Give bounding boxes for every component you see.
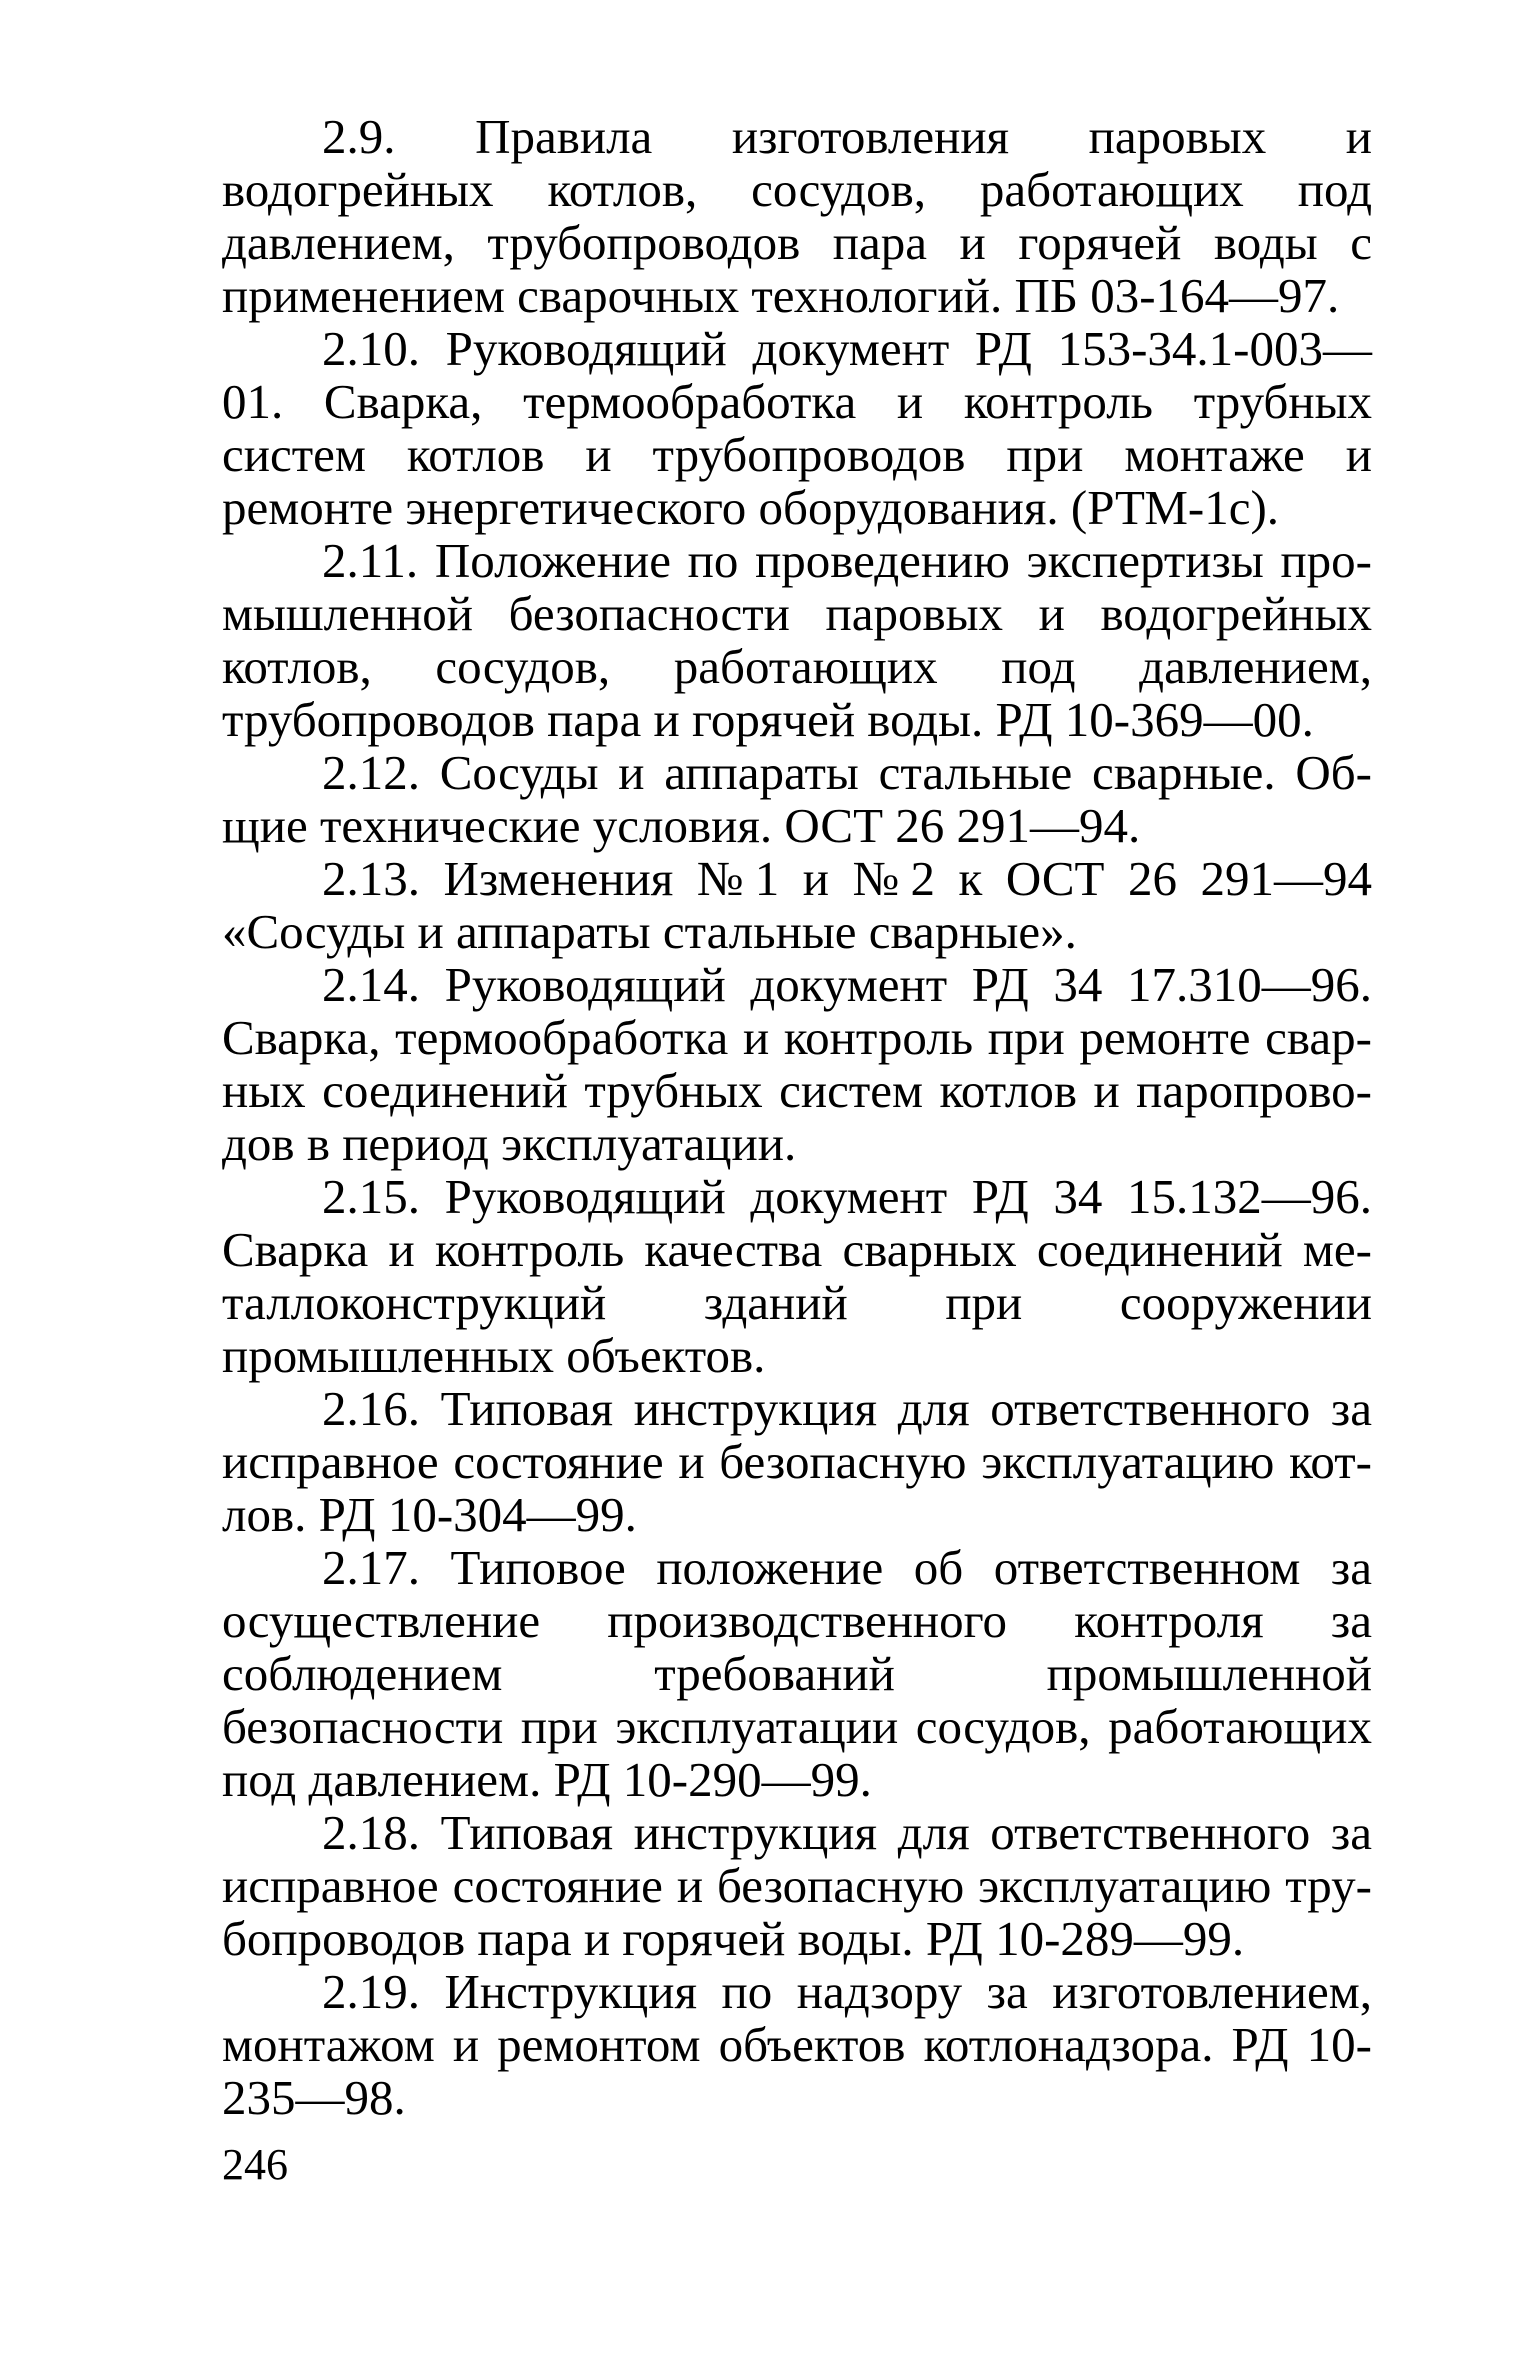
document-body xyxy=(222,110,1372,2124)
list-item-2-14: 2.14. Руководящий документ РД 34 17.310—96. Сварка, термообработка и контроль при ремонте сварных соединений трубных систем котлов и паропроводов в период эксплуатации. xyxy=(222,957,1372,1171)
list-item-2-12: 2.12. Сосуды и аппараты стальные сварные. Общие технические условия. ОСТ 26 291—94. xyxy=(222,745,1372,853)
list-item-2-17: 2.17. Типовое положение об ответственном за осуществление производственного контроля за соблюдением требований промышленной безопасности при эксплуатации сосудов, работающих под давлением. РД 10-290—99. xyxy=(222,1540,1372,1807)
list-item-2-19: 2.19. Инструкция по надзору за изготовлением, монтажом и ремонтом объектов котлонадзора. РД 10-235—98. xyxy=(222,1964,1372,2125)
list-item-2-16: 2.16. Типовая инструкция для ответственного за исправное состояние и безопасную эксплуатацию котлов. РД 10-304—99. xyxy=(222,1381,1372,1542)
list-item-2-11: 2.11. Положение по проведению экспертизы промышленной безопасности паровых и водогрейных котлов, сосудов, работающих под давлением, трубопроводов пара и горячей воды. РД 10-369—00. xyxy=(222,533,1372,747)
list-item-2-15: 2.15. Руководящий документ РД 34 15.132—96. Сварка и контроль качества сварных соединений металлоконструкций зданий при сооружении промышленных объектов. xyxy=(222,1169,1372,1383)
list-item-2-13: 2.13. Изменения №1 и №2 к ОСТ 26 291—94 «Сосуды и аппараты стальные сварные». xyxy=(222,851,1372,959)
page-number: 246 xyxy=(222,2140,288,2189)
list-item-2-10: 2.10. Руководящий документ РД 153-34.1-003—01. Сварка, термообработка и контроль трубных систем котлов и трубопроводов при монтаже и ремонте энергетического оборудования. (РТМ-1с). xyxy=(222,321,1372,535)
list-item-2-9: 2.9. Правила изготовления паровых и водогрейных котлов, сосудов, работающих под давлением, трубопроводов пара и горячей воды с применением сварочных технологий. ПБ 03-164—97. xyxy=(222,109,1372,323)
list-item-2-18: 2.18. Типовая инструкция для ответственного за исправное состояние и безопасную эксплуатацию трубопроводов пара и горячей воды. РД 10-289—99. xyxy=(222,1805,1372,1966)
